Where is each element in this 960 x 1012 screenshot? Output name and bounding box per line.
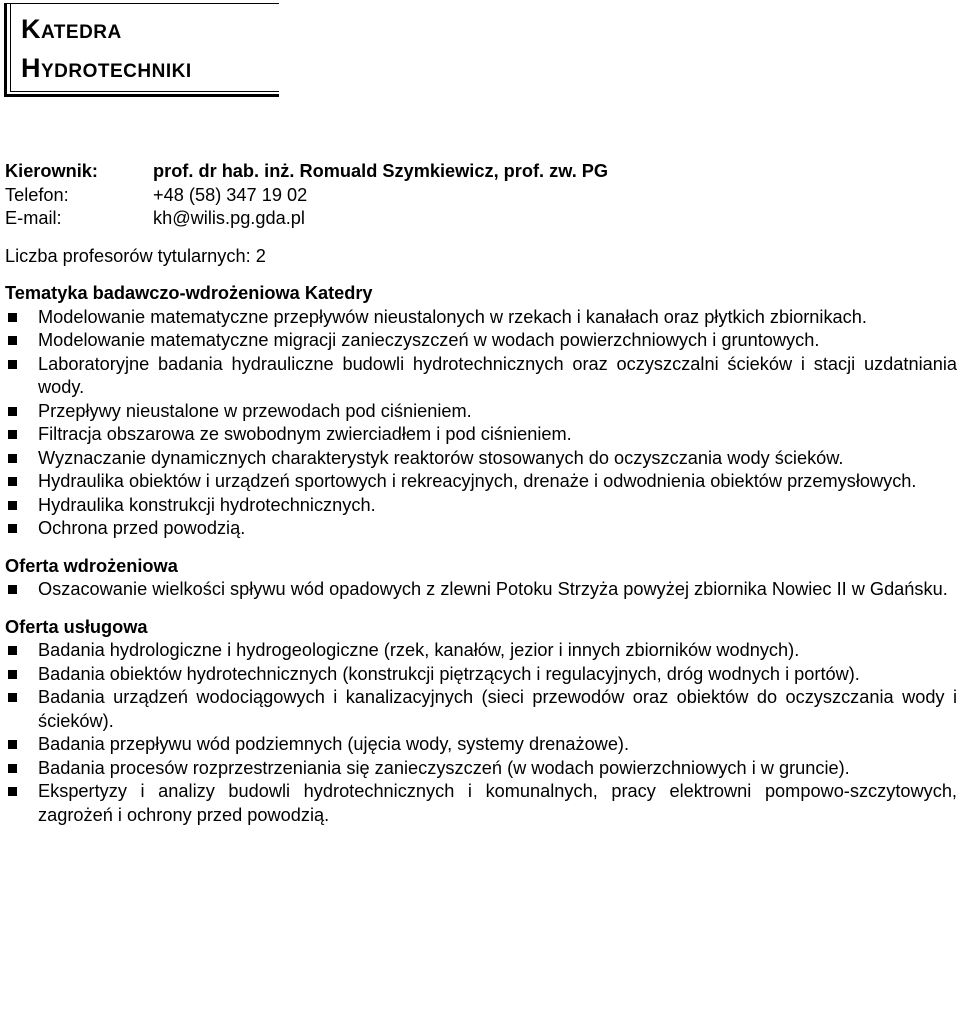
page-title-line2: Hydrotechniki	[21, 53, 192, 83]
head-label: Kierownik:	[5, 161, 98, 181]
bullet-square-icon	[8, 454, 17, 463]
implementation-list	[5, 578, 957, 602]
list-item	[5, 353, 957, 400]
list-item-text: Badania obiektów hydrotechnicznych (konstrukcji piętrzących i regulacyjnych, dróg wodnych i portów).	[38, 663, 860, 684]
list-item	[5, 447, 957, 471]
document-body	[5, 160, 957, 827]
list-item	[5, 757, 957, 781]
list-item-text: Badania przepływu wód podziemnych (ujęcia wody, systemy drenażowe).	[38, 734, 630, 754]
list-item	[5, 686, 957, 733]
bullet-square-icon	[8, 524, 17, 533]
spacer	[5, 231, 957, 245]
spacer	[5, 268, 957, 282]
list-item-text: Hydraulika konstrukcji hydrotechnicznych.	[38, 494, 376, 515]
list-item	[5, 470, 957, 494]
list-item	[5, 306, 957, 330]
bullet-square-icon	[8, 477, 17, 486]
spacer	[5, 541, 957, 555]
list-item-text: Ochrona przed powodzią.	[38, 518, 246, 538]
list-item-text: Przepływy nieustalone w przewodach pod ciśnieniem.	[38, 400, 472, 421]
bullet-square-icon	[8, 430, 17, 439]
research-list	[5, 306, 957, 541]
list-item	[5, 423, 957, 447]
bullet-square-icon	[8, 693, 17, 702]
bullet-square-icon	[8, 313, 17, 322]
list-item-text: Ekspertyzy i analizy budowli hydrotechnicznych i komunalnych, pracy elektrowni pompowo-szczytowych, zagrożeń i ochrony przed powodzią.	[38, 781, 957, 825]
list-item-text: Modelowanie matematyczne przepływów nieustalonych w rzekach i kanałach oraz płytkich zbiornikach.	[38, 306, 867, 327]
bullet-square-icon	[8, 787, 17, 796]
head-value: prof. dr hab. inż. Romuald Szymkiewicz, prof. zw. PG	[153, 161, 609, 181]
list-item	[5, 578, 957, 602]
email-row	[5, 207, 957, 231]
bullet-square-icon	[8, 360, 17, 369]
list-item	[5, 733, 957, 757]
page-title-line1: Katedra	[21, 14, 122, 44]
bullet-square-icon	[8, 740, 17, 749]
professors-count: Liczba profesorów tytularnych: 2	[5, 245, 266, 266]
list-item	[5, 400, 957, 424]
list-item-text: Filtracja obszarowa ze swobodnym zwierciadłem i pod ciśnieniem.	[38, 424, 572, 444]
list-item-text: Wyznaczanie dynamicznych charakterystyk reaktorów stosowanych do oczyszczania wody ścieków.	[38, 447, 844, 468]
phone-label: Telefon:	[5, 184, 69, 205]
title-box	[4, 3, 279, 97]
services-list	[5, 639, 957, 827]
list-item	[5, 329, 957, 353]
phone-value: +48 (58) 347 19 02	[153, 184, 308, 205]
list-item-text: Badania hydrologiczne i hydrogeologiczne (rzek, kanałów, jezior i innych zbiorników wodnych).	[38, 640, 800, 660]
services-heading: Oferta usługowa	[5, 616, 148, 637]
list-item	[5, 517, 957, 541]
bullet-square-icon	[8, 501, 17, 510]
list-item	[5, 663, 957, 687]
list-item	[5, 639, 957, 663]
email-value[interactable]: kh@wilis.pg.gda.pl	[153, 208, 305, 228]
research-heading: Tematyka badawczo-wdrożeniowa Katedry	[5, 283, 373, 303]
list-item-text: Modelowanie matematyczne migracji zanieczyszczeń w wodach powierzchniowych i gruntowych.	[38, 330, 820, 350]
email-label: E-mail:	[5, 208, 62, 228]
list-item-text: Oszacowanie wielkości spływu wód opadowych z zlewni Potoku Strzyża powyżej zbiornika Nowiec II w Gdańsku.	[38, 579, 948, 599]
bullet-square-icon	[8, 670, 17, 679]
phone-row	[5, 184, 957, 208]
head-row	[5, 160, 957, 184]
list-item-text: Laboratoryjne badania hydrauliczne budowli hydrotechnicznych oraz oczyszczalni ścieków i stacji uzdatniania wody.	[38, 353, 957, 397]
list-item	[5, 780, 957, 827]
bullet-square-icon	[8, 407, 17, 416]
implementation-heading: Oferta wdrożeniowa	[5, 555, 178, 576]
list-item-text: Badania urządzeń wodociągowych i kanalizacyjnych (sieci przewodów oraz obiektów do oczyszczania wody i ścieków).	[38, 687, 957, 731]
bullet-square-icon	[8, 585, 17, 594]
list-item-text: Hydraulika obiektów i urządzeń sportowych i rekreacyjnych, drenaże i odwodnienia obiektów przemysłowych.	[38, 471, 917, 491]
bullet-square-icon	[8, 646, 17, 655]
bullet-square-icon	[8, 764, 17, 773]
bullet-square-icon	[8, 336, 17, 345]
list-item	[5, 494, 957, 518]
spacer	[5, 602, 957, 616]
list-item-text: Badania procesów rozprzestrzeniania się zanieczyszczeń (w wodach powierzchniowych i w gruncie).	[38, 757, 850, 778]
